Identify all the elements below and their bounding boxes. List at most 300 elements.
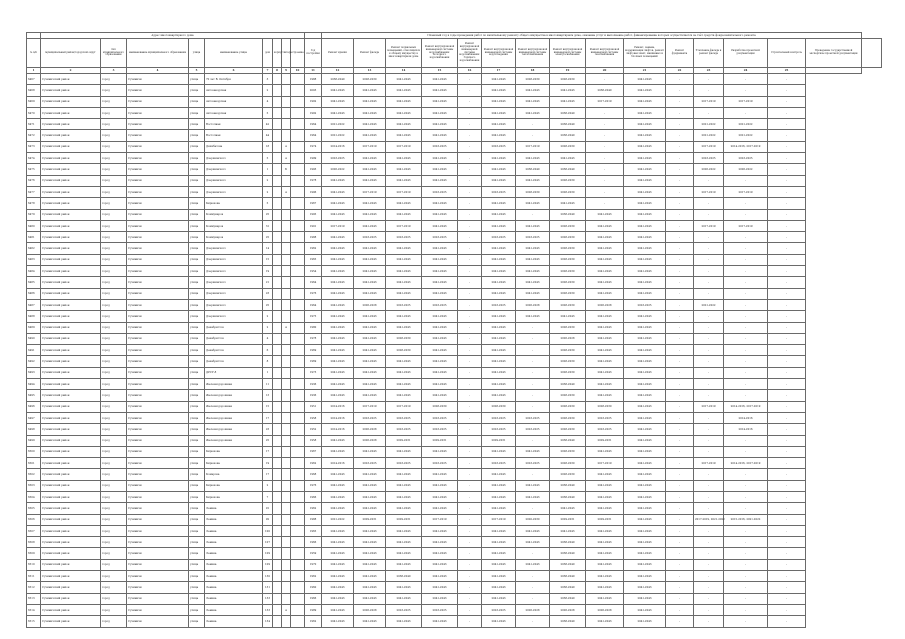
table-cell: - bbox=[694, 559, 724, 570]
table-cell: 2041-2043 bbox=[322, 356, 354, 367]
table-cell: 2038-2040 bbox=[550, 571, 586, 582]
table-cell bbox=[282, 311, 291, 322]
column-number: 8 bbox=[273, 68, 282, 74]
table-cell: 1991 bbox=[305, 220, 322, 231]
table-cell: Сухиничи bbox=[127, 390, 189, 401]
table-cell: - bbox=[516, 379, 550, 390]
table-cell: 6502 bbox=[27, 469, 41, 480]
column-header: № п/п bbox=[27, 39, 41, 68]
table-cell: Сухиничский район bbox=[41, 435, 101, 446]
table-cell: 2041-2043 bbox=[482, 74, 516, 85]
table-cell: - bbox=[694, 198, 724, 209]
table-cell: 2028-2030 bbox=[550, 401, 586, 412]
table-cell bbox=[282, 412, 291, 423]
table-cell: 6509 bbox=[27, 548, 41, 559]
table-cell: Сухиничи bbox=[127, 571, 189, 582]
table-cell: 6487 bbox=[27, 299, 41, 310]
table-cell: Сухиничский район bbox=[41, 198, 101, 209]
table-cell: - bbox=[458, 446, 482, 457]
table-cell: 2041-2043 bbox=[482, 254, 516, 265]
table-cell: улица bbox=[189, 435, 205, 446]
table-cell: 2041-2043 bbox=[322, 198, 354, 209]
table-cell: 2028-2030 bbox=[550, 141, 586, 152]
table-cell: - bbox=[666, 74, 694, 85]
table-cell: 2038-2040 bbox=[550, 593, 586, 604]
table-cell: город bbox=[101, 107, 127, 118]
table-cell: улица bbox=[189, 209, 205, 220]
table-cell: 2041-2043 bbox=[550, 85, 586, 96]
table-cell: - bbox=[458, 277, 482, 288]
table-cell: 2041-2043 bbox=[354, 379, 386, 390]
table-cell: 2023-2025 bbox=[422, 299, 458, 310]
table-cell: 2041-2043 bbox=[482, 175, 516, 186]
table-cell: 2041-2043 bbox=[586, 446, 624, 457]
table-cell: - bbox=[768, 604, 806, 615]
table-cell: 2041-2043 bbox=[586, 548, 624, 559]
table-cell: - bbox=[724, 107, 768, 118]
table-cell: - bbox=[694, 525, 724, 536]
table-cell bbox=[273, 96, 282, 107]
table-cell: 2023-2025 bbox=[482, 412, 516, 423]
table-cell: 2041-2043 bbox=[516, 254, 550, 265]
table-cell: 2041-2043 bbox=[624, 514, 666, 525]
table-cell bbox=[273, 299, 282, 310]
table-cell: - bbox=[516, 469, 550, 480]
table-cell bbox=[291, 604, 305, 615]
column-number: 3 bbox=[101, 68, 127, 74]
table-cell: улица bbox=[189, 198, 205, 209]
table-cell: город bbox=[101, 537, 127, 548]
column-number: 4 bbox=[127, 68, 189, 74]
table-cell: - bbox=[458, 559, 482, 570]
table-cell: - bbox=[516, 130, 550, 141]
table-cell: Кирюкова bbox=[205, 491, 263, 502]
table-cell bbox=[273, 582, 282, 593]
table-row bbox=[27, 503, 882, 514]
table-cell: 2041-2043 bbox=[354, 559, 386, 570]
table-cell: город bbox=[101, 367, 127, 378]
table-cell: Железнодорожная bbox=[205, 424, 263, 435]
column-number: 5 bbox=[189, 68, 205, 74]
table-cell: Ленина bbox=[205, 604, 263, 615]
table-cell: 2041-2043 bbox=[624, 153, 666, 164]
table-cell: 2041-2043 bbox=[586, 525, 624, 536]
table-cell: 2023-2025 bbox=[422, 424, 458, 435]
table-cell: Сухиничи bbox=[127, 232, 189, 243]
table-cell: - bbox=[666, 198, 694, 209]
table-cell: 2041-2043 bbox=[354, 446, 386, 457]
table-cell: - bbox=[666, 96, 694, 107]
table-cell: 2041-2043 bbox=[482, 503, 516, 514]
table-cell: 2026-2028 bbox=[354, 604, 386, 615]
table-cell: 2038-2040 bbox=[322, 74, 354, 85]
table-cell: улица bbox=[189, 446, 205, 457]
table-cell: 1988 bbox=[305, 74, 322, 85]
table-cell: 2028-2030 bbox=[586, 401, 624, 412]
table-cell bbox=[291, 458, 305, 469]
table-cell: - bbox=[694, 311, 724, 322]
table-cell: Кирюкова bbox=[205, 480, 263, 491]
table-cell: 2041-2043 bbox=[624, 559, 666, 570]
table-cell: 107 bbox=[263, 537, 273, 548]
table-cell: - bbox=[666, 514, 694, 525]
table-cell: город bbox=[101, 503, 127, 514]
table-cell: - bbox=[516, 322, 550, 333]
table-cell: - bbox=[586, 198, 624, 209]
table-cell: - bbox=[458, 401, 482, 412]
table-cell: 2041-2043 bbox=[482, 469, 516, 480]
table-cell: 1966 bbox=[305, 491, 322, 502]
table-cell: Дзержинского bbox=[205, 266, 263, 277]
column-header: улица bbox=[189, 39, 205, 68]
table-cell: 2021-2022 bbox=[724, 119, 768, 130]
table-cell: город bbox=[101, 153, 127, 164]
table-cell: - bbox=[724, 277, 768, 288]
table-cell: 2017-2019 bbox=[482, 514, 516, 525]
table-cell: 23 bbox=[263, 424, 273, 435]
column-number: 12 bbox=[322, 68, 354, 74]
table-cell: Сухиничский район bbox=[41, 593, 101, 604]
table-row bbox=[27, 141, 882, 152]
table-cell: - bbox=[768, 266, 806, 277]
table-row bbox=[27, 548, 882, 559]
table-cell: - bbox=[586, 164, 624, 175]
column-header: Ремонт внутридомовой инженерной системы водоснабжения: Холодного водоснабжения bbox=[422, 39, 458, 68]
table-cell bbox=[273, 130, 282, 141]
table-cell: Сухиничи bbox=[127, 153, 189, 164]
table-cell: - bbox=[694, 277, 724, 288]
table-cell: - bbox=[458, 412, 482, 423]
table-cell: 2041-2043 bbox=[624, 198, 666, 209]
column-header: Ремонт фасада bbox=[354, 39, 386, 68]
table-cell: 2023-2025 bbox=[422, 412, 458, 423]
table-cell: 2 bbox=[263, 311, 273, 322]
table-cell: город bbox=[101, 130, 127, 141]
table-cell: 2026-2028 bbox=[354, 435, 386, 446]
table-cell: - bbox=[724, 548, 768, 559]
table-cell: 1962 bbox=[305, 458, 322, 469]
table-cell: - bbox=[516, 333, 550, 344]
table-cell: - bbox=[768, 514, 806, 525]
table-cell: - bbox=[666, 435, 694, 446]
table-cell: - bbox=[724, 74, 768, 85]
table-row bbox=[27, 379, 882, 390]
table-row bbox=[27, 74, 882, 85]
table-cell: Сухиничский район bbox=[41, 469, 101, 480]
table-cell: Сухиничский район bbox=[41, 85, 101, 96]
table-cell: 2041-2043 bbox=[624, 548, 666, 559]
table-cell: 2041-2043 bbox=[624, 288, 666, 299]
table-cell: 2015-2016, 2021-2022 bbox=[724, 514, 768, 525]
table-cell bbox=[291, 85, 305, 96]
table-cell: Сухиничи bbox=[127, 299, 189, 310]
table-cell: 6500 bbox=[27, 446, 41, 457]
table-cell: 1995 bbox=[305, 209, 322, 220]
table-cell bbox=[291, 356, 305, 367]
table-cell: - bbox=[768, 503, 806, 514]
table-cell: 2041-2043 bbox=[422, 311, 458, 322]
table-cell: 23 bbox=[263, 288, 273, 299]
table-cell: 2023-2025 bbox=[422, 186, 458, 197]
table-cell: 6497 bbox=[27, 412, 41, 423]
table-cell: 2041-2043 bbox=[354, 390, 386, 401]
table-cell: 6 bbox=[263, 345, 273, 356]
table-cell: 2028-2030 bbox=[386, 333, 422, 344]
table-cell: 1988 bbox=[305, 514, 322, 525]
table-cell: 2028-2030 bbox=[516, 186, 550, 197]
table-cell: 2041-2043 bbox=[516, 96, 550, 107]
table-cell: 2041-2043 bbox=[322, 435, 354, 446]
table-cell: 2021-2022 bbox=[322, 119, 354, 130]
table-cell: 2041-2043 bbox=[322, 446, 354, 457]
table-cell: улица bbox=[189, 514, 205, 525]
table-cell bbox=[291, 435, 305, 446]
table-cell: 2041-2043 bbox=[624, 537, 666, 548]
table-cell: - bbox=[694, 604, 724, 615]
table-cell: 2041-2043 bbox=[386, 277, 422, 288]
table-cell: - bbox=[666, 616, 694, 627]
table-cell: 6468 bbox=[27, 85, 41, 96]
table-cell: 6512 bbox=[27, 582, 41, 593]
table-cell: - bbox=[768, 525, 806, 536]
table-cell: Сухиничский район bbox=[41, 458, 101, 469]
table-cell: 1978 bbox=[305, 333, 322, 344]
table-cell: 2028-2030 bbox=[550, 220, 586, 231]
column-header: наименование муниципального образования bbox=[127, 39, 189, 68]
table-cell bbox=[282, 130, 291, 141]
table-row bbox=[27, 130, 882, 141]
table-cell: 2028-2030 bbox=[516, 74, 550, 85]
table-cell: 2017-2019 bbox=[516, 141, 550, 152]
table-cell: 1962 bbox=[305, 571, 322, 582]
table-cell: 2041-2043 bbox=[516, 266, 550, 277]
table-row bbox=[27, 266, 882, 277]
table-cell: 2 bbox=[263, 480, 273, 491]
table-cell: - bbox=[724, 379, 768, 390]
table-cell: улица bbox=[189, 604, 205, 615]
table-cell: 2 bbox=[263, 85, 273, 96]
table-cell: 6492 bbox=[27, 356, 41, 367]
table-row bbox=[27, 85, 882, 96]
table-cell: - bbox=[516, 503, 550, 514]
table-cell: - bbox=[724, 175, 768, 186]
table-cell bbox=[273, 164, 282, 175]
table-cell bbox=[273, 107, 282, 118]
table-cell: 6488 bbox=[27, 311, 41, 322]
table-cell: 2041-2043 bbox=[322, 186, 354, 197]
table-cell: город bbox=[101, 266, 127, 277]
table-cell bbox=[282, 85, 291, 96]
table-cell bbox=[273, 469, 282, 480]
table-cell bbox=[282, 198, 291, 209]
table-cell: 2014-2016 bbox=[322, 424, 354, 435]
table-cell: город bbox=[101, 288, 127, 299]
table-cell: Сухиничи bbox=[127, 559, 189, 570]
table-cell: 2028-2030 bbox=[550, 74, 586, 85]
table-cell: Сухиничи bbox=[127, 141, 189, 152]
table-cell: - bbox=[694, 209, 724, 220]
table-cell: 2023-2025 bbox=[482, 232, 516, 243]
table-cell: 2041-2043 bbox=[482, 130, 516, 141]
table-cell bbox=[282, 345, 291, 356]
table-cell: 2041-2043 bbox=[386, 525, 422, 536]
table-cell: 2041-2043 bbox=[624, 322, 666, 333]
table-cell: Сухиничи bbox=[127, 582, 189, 593]
table-cell: - bbox=[694, 571, 724, 582]
table-cell: - bbox=[458, 345, 482, 356]
table-cell: - bbox=[768, 412, 806, 423]
table-cell: 2041-2043 bbox=[624, 220, 666, 231]
table-cell: 6498 bbox=[27, 424, 41, 435]
table-cell: 6507 bbox=[27, 525, 41, 536]
table-cell: 42 bbox=[263, 119, 273, 130]
table-cell: 2041-2043 bbox=[386, 379, 422, 390]
table-row bbox=[27, 299, 882, 310]
table-cell: Сухиничский район bbox=[41, 288, 101, 299]
table-cell: 130 bbox=[263, 571, 273, 582]
table-cell: - bbox=[586, 74, 624, 85]
table-cell: 2021-2022 bbox=[322, 130, 354, 141]
column-header-row bbox=[27, 39, 882, 68]
table-cell bbox=[273, 74, 282, 85]
table-cell: 2041-2043 bbox=[354, 198, 386, 209]
table-cell: 2041-2043 bbox=[354, 96, 386, 107]
table-cell: - bbox=[458, 209, 482, 220]
table-cell: Сухиничи bbox=[127, 424, 189, 435]
table-cell: улица bbox=[189, 153, 205, 164]
table-cell bbox=[282, 175, 291, 186]
table-cell: 2041-2043 bbox=[624, 130, 666, 141]
table-cell: Сухиничи bbox=[127, 311, 189, 322]
table-cell: - bbox=[666, 153, 694, 164]
table-cell: город bbox=[101, 525, 127, 536]
table-cell: 2041-2043 bbox=[516, 107, 550, 118]
column-number: 17 bbox=[482, 68, 516, 74]
table-cell: - bbox=[666, 345, 694, 356]
table-cell: 2014-2016, 2017-2019 bbox=[724, 141, 768, 152]
table-cell: Сухиничский район bbox=[41, 96, 101, 107]
table-cell: 1969 bbox=[305, 345, 322, 356]
table-cell: - bbox=[666, 288, 694, 299]
table-cell: - bbox=[768, 153, 806, 164]
column-header: Ремонт внутридомовой инженерной системы водоснабжения: Горячего водоснабжения bbox=[458, 39, 482, 68]
table-cell: улица bbox=[189, 582, 205, 593]
table-cell: 2041-2043 bbox=[516, 198, 550, 209]
table-cell: 2017-2019 bbox=[422, 514, 458, 525]
table-cell: 2041-2043 bbox=[422, 571, 458, 582]
table-cell: 91 bbox=[263, 503, 273, 514]
table-cell: 2041-2043 bbox=[482, 345, 516, 356]
table-cell: 1954 bbox=[305, 266, 322, 277]
table-cell: 19 bbox=[263, 266, 273, 277]
table-cell: - bbox=[768, 390, 806, 401]
table-cell bbox=[273, 220, 282, 231]
table-cell: Железнодорожная bbox=[205, 401, 263, 412]
table-cell: 2029-2031 bbox=[386, 435, 422, 446]
table-row bbox=[27, 446, 882, 457]
table-cell: 2041-2043 bbox=[422, 345, 458, 356]
table-cell bbox=[291, 266, 305, 277]
table-cell bbox=[273, 559, 282, 570]
table-cell: Сухиничи bbox=[127, 74, 189, 85]
table-cell bbox=[273, 379, 282, 390]
table-cell: 2041-2043 bbox=[422, 390, 458, 401]
table-cell: 2041-2043 bbox=[482, 153, 516, 164]
table-cell: - bbox=[694, 367, 724, 378]
table-cell: 2041-2043 bbox=[386, 119, 422, 130]
table-cell: 6490 bbox=[27, 333, 41, 344]
table-cell: Сухиничи bbox=[127, 503, 189, 514]
table-cell: 2023-2025 bbox=[354, 232, 386, 243]
table-cell: Сухиничский район bbox=[41, 345, 101, 356]
table-cell: 2041-2043 bbox=[322, 243, 354, 254]
table-row bbox=[27, 571, 882, 582]
table-cell: - bbox=[666, 469, 694, 480]
table-row bbox=[27, 537, 882, 548]
table-cell bbox=[282, 503, 291, 514]
table-cell: 2028-2030 bbox=[550, 345, 586, 356]
table-cell: 2041-2043 bbox=[624, 604, 666, 615]
table-cell: 2038-2040 bbox=[386, 571, 422, 582]
table-cell bbox=[282, 593, 291, 604]
table-cell: 2041-2043 bbox=[322, 209, 354, 220]
table-cell: - bbox=[458, 288, 482, 299]
table-cell: Сухиничский район bbox=[41, 390, 101, 401]
table-cell: - bbox=[768, 164, 806, 175]
table-row bbox=[27, 220, 882, 231]
table-cell: 2041-2043 bbox=[422, 616, 458, 627]
table-cell: 2041-2043 bbox=[482, 96, 516, 107]
table-cell: 6508 bbox=[27, 537, 41, 548]
table-cell: Сухиничи bbox=[127, 254, 189, 265]
column-header: наименование улицы bbox=[205, 39, 263, 68]
table-cell: 2014-2016, 2017-2019 bbox=[724, 458, 768, 469]
table-cell bbox=[282, 424, 291, 435]
table-cell: Сухиничи bbox=[127, 220, 189, 231]
table-cell: 14 bbox=[263, 243, 273, 254]
table-cell: 2017-2019 bbox=[354, 401, 386, 412]
table-cell: 2017-2019 bbox=[386, 186, 422, 197]
table-cell: 2026-2028 bbox=[354, 424, 386, 435]
table-cell: 6504 bbox=[27, 491, 41, 502]
table-cell: 2041-2043 bbox=[386, 559, 422, 570]
table-cell: Декабристов bbox=[205, 333, 263, 344]
column-header: Ремонт внутридомовой инженерной системы водоотведения bbox=[482, 39, 516, 68]
table-cell: - bbox=[694, 254, 724, 265]
table-cell: 6503 bbox=[27, 480, 41, 491]
table-cell: - bbox=[458, 130, 482, 141]
table-cell: - bbox=[694, 266, 724, 277]
table-cell: улица bbox=[189, 548, 205, 559]
table-cell: Дзержинского bbox=[205, 186, 263, 197]
table-cell: 2041-2043 bbox=[482, 209, 516, 220]
table-cell bbox=[273, 491, 282, 502]
table-cell: Сухиничи bbox=[127, 333, 189, 344]
table-cell: - bbox=[666, 390, 694, 401]
table-cell: 2014-2016 bbox=[322, 458, 354, 469]
table-cell: - bbox=[768, 220, 806, 231]
table-cell bbox=[282, 209, 291, 220]
table-cell: 6471 bbox=[27, 119, 41, 130]
table-cell: 2028-2030 bbox=[550, 288, 586, 299]
table-cell: 6489 bbox=[27, 322, 41, 333]
table-cell: улица bbox=[189, 412, 205, 423]
table-cell: 2038-2040 bbox=[550, 107, 586, 118]
table-cell: - bbox=[666, 254, 694, 265]
table-cell: 2028-2030 bbox=[550, 232, 586, 243]
table-cell: 1 bbox=[263, 367, 273, 378]
table-cell: 1969 bbox=[305, 356, 322, 367]
